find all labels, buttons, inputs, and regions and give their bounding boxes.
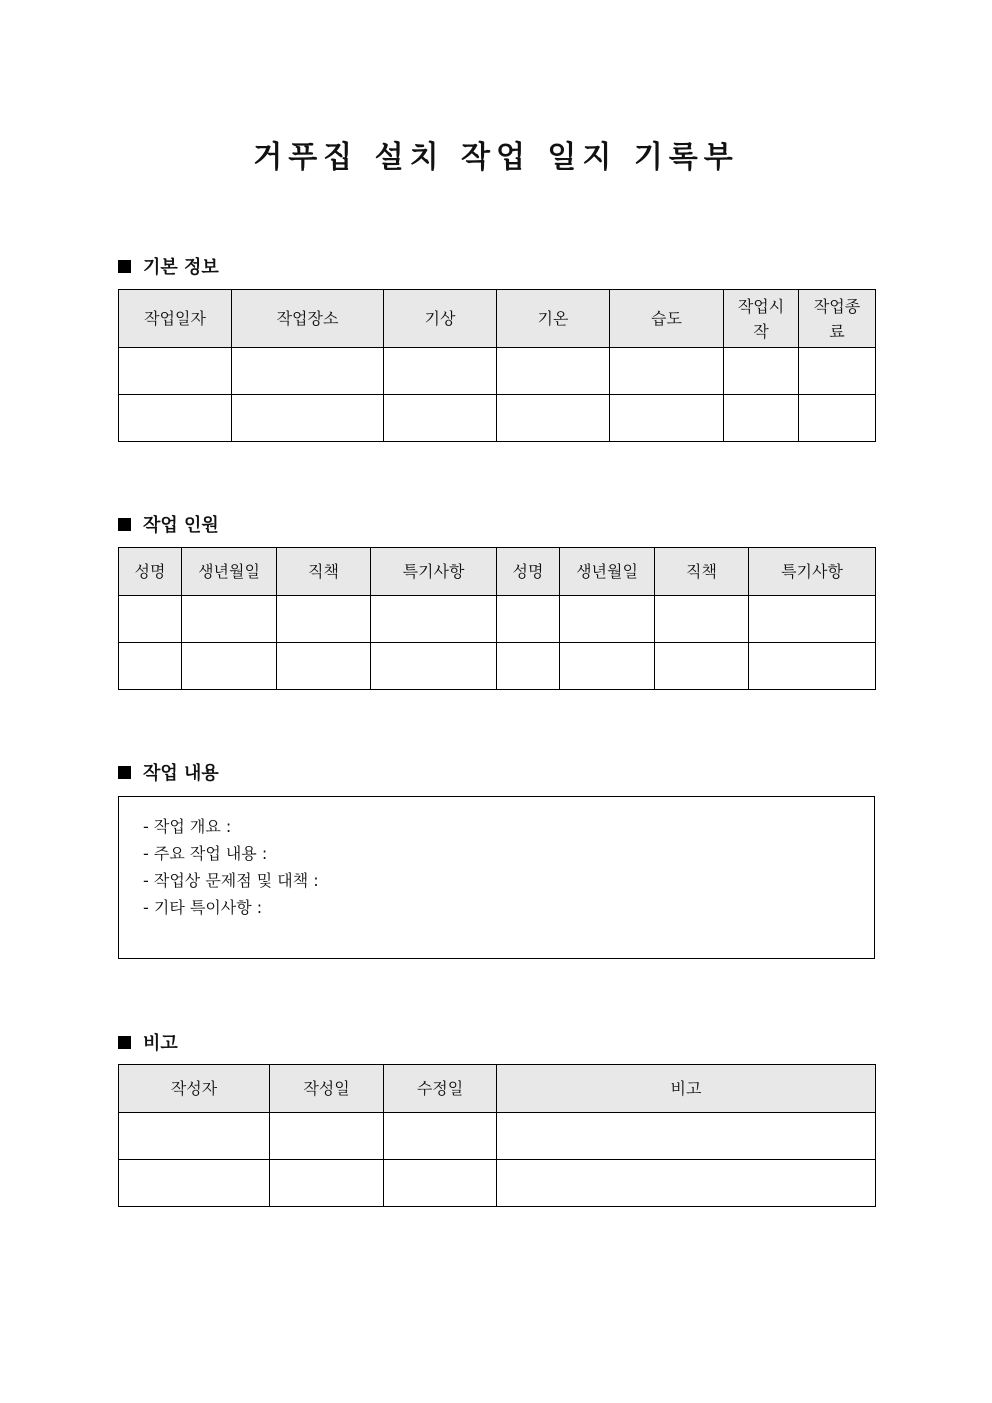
header-row [119,1065,876,1113]
table-cell[interactable] [277,643,371,690]
table-row [119,348,876,395]
content-item-other: - 기타 특이사항 : [143,898,263,917]
table-cell[interactable] [749,643,876,690]
table-cell[interactable] [655,596,749,643]
table-cell[interactable] [384,1160,497,1207]
table-cell[interactable] [119,348,232,395]
section-title: 작업 내용 [143,763,219,784]
table-cell[interactable] [182,643,277,690]
header-cell: 작업시작 [724,290,799,348]
table-cell[interactable] [182,596,277,643]
header-cell: 특기사항 [749,548,876,596]
header-cell: 기온 [497,290,610,348]
table-cell[interactable] [119,1160,270,1207]
header-cell: 직책 [655,548,749,596]
table-cell[interactable] [497,348,610,395]
table-row [119,643,876,690]
table-cell[interactable] [384,348,497,395]
table-cell[interactable] [497,395,610,442]
header-cell: 특기사항 [371,548,497,596]
table-cell[interactable] [497,1160,876,1207]
table-cell[interactable] [497,643,560,690]
square-bullet-icon [118,1036,131,1049]
square-bullet-icon [118,518,131,531]
table-cell[interactable] [371,596,497,643]
header-row [119,548,876,596]
table-cell[interactable] [560,643,655,690]
section-title: 비고 [143,1033,178,1054]
table-cell[interactable] [655,643,749,690]
header-cell: 생년월일 [560,548,655,596]
table-cell[interactable] [277,596,371,643]
table-cell[interactable] [799,395,876,442]
section-heading-basic [118,253,219,279]
table-cell[interactable] [384,395,497,442]
header-cell: 작업일자 [119,290,232,348]
work-content-box[interactable] [118,796,875,959]
section-heading-workers [118,511,219,537]
table-cell[interactable] [270,1160,384,1207]
section-title: 작업 인원 [143,515,219,536]
table-row [119,1113,876,1160]
document-title: 거푸집 설치 작업 일지 기록부 [253,140,739,175]
header-cell: 성명 [119,548,182,596]
table-row [119,395,876,442]
section-title: 기본 정보 [143,257,219,278]
header-cell: 수정일 [384,1065,497,1113]
table-cell[interactable] [232,348,384,395]
table-cell[interactable] [371,643,497,690]
table-row [119,1160,876,1207]
header-cell: 습도 [610,290,724,348]
header-cell: 작업종료 [799,290,876,348]
workers-table [118,547,876,690]
table-cell[interactable] [270,1113,384,1160]
table-cell[interactable] [119,596,182,643]
table-cell[interactable] [749,596,876,643]
table-cell[interactable] [799,348,876,395]
table-cell[interactable] [119,1113,270,1160]
basic-info-table [118,289,876,442]
table-cell[interactable] [724,348,799,395]
section-heading-remarks [118,1029,178,1055]
table-cell[interactable] [232,395,384,442]
table-cell[interactable] [384,1113,497,1160]
section-heading-content [118,759,219,785]
table-cell[interactable] [610,395,724,442]
header-cell: 성명 [497,548,560,596]
table-cell[interactable] [119,395,232,442]
content-item-issues: - 작업상 문제점 및 대책 : [143,871,319,890]
table-cell[interactable] [724,395,799,442]
header-row [119,290,876,348]
table-row [119,596,876,643]
header-cell: 직책 [277,548,371,596]
table-cell[interactable] [119,643,182,690]
remarks-table [118,1064,876,1207]
content-item-overview: - 작업 개요 : [143,817,232,836]
square-bullet-icon [118,260,131,273]
table-cell[interactable] [610,348,724,395]
table-cell[interactable] [497,1113,876,1160]
header-cell: 기상 [384,290,497,348]
header-cell: 작업장소 [232,290,384,348]
table-cell[interactable] [497,596,560,643]
table-cell[interactable] [560,596,655,643]
header-cell: 비고 [497,1065,876,1113]
header-cell: 작성자 [119,1065,270,1113]
content-item-main-work: - 주요 작업 내용 : [143,844,268,863]
header-cell: 생년월일 [182,548,277,596]
square-bullet-icon [118,766,131,779]
header-cell: 작성일 [270,1065,384,1113]
